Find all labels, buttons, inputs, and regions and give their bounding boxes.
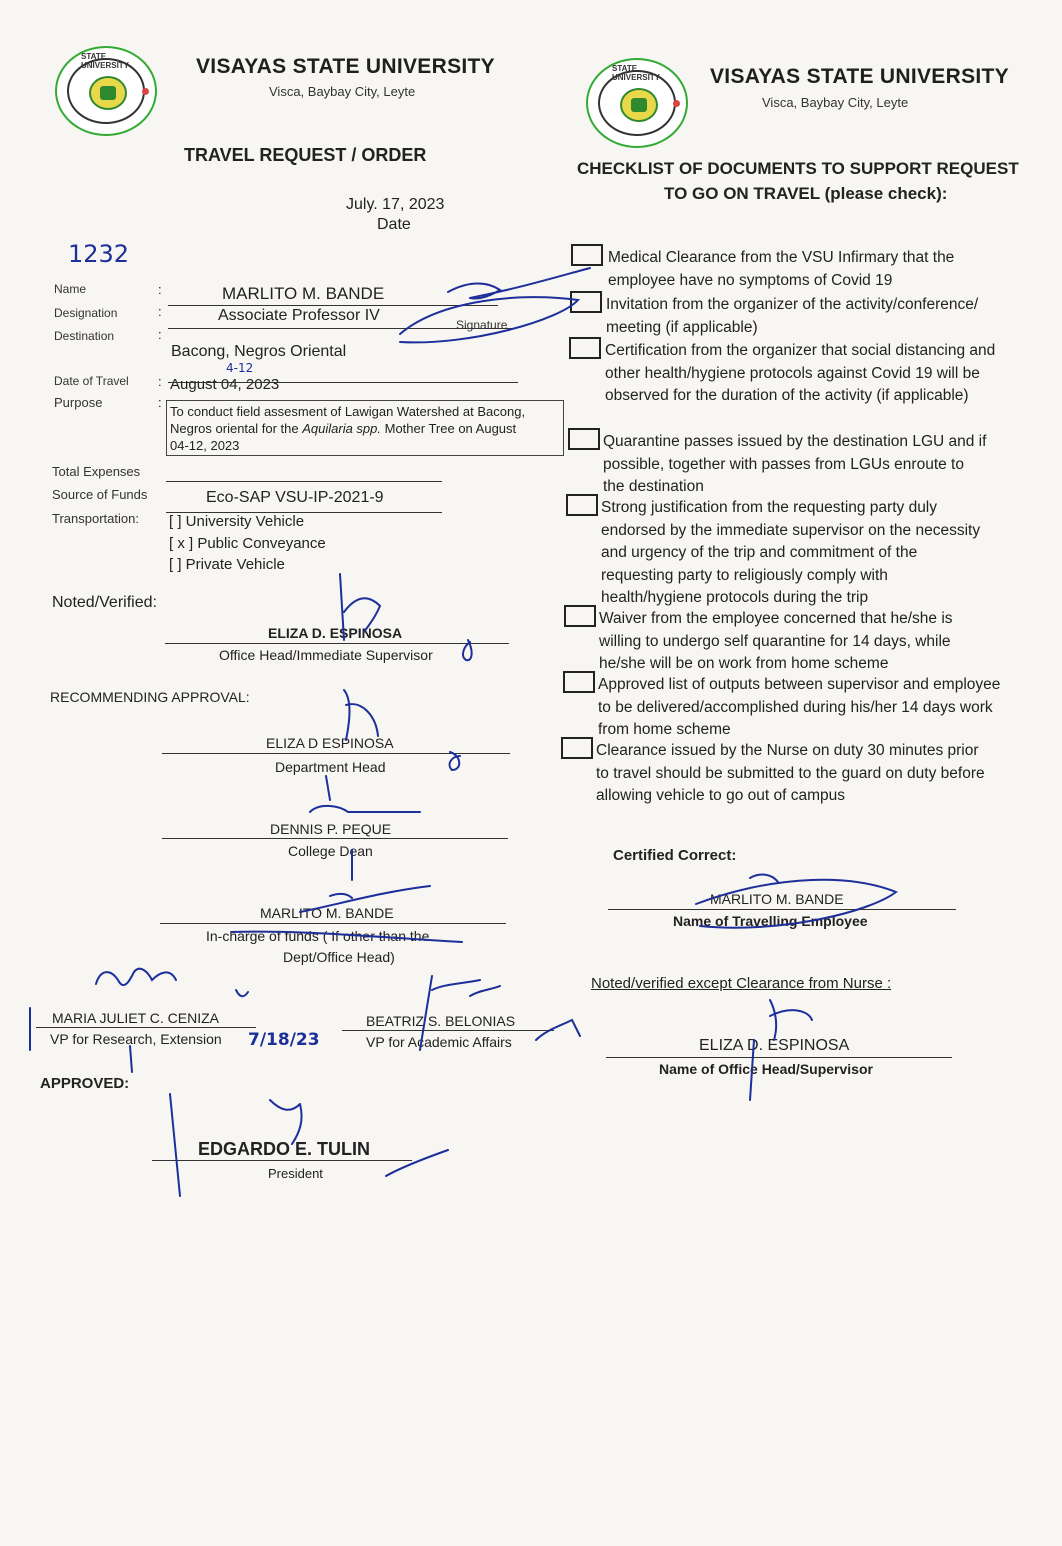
date-label: Date [377, 216, 411, 233]
noted-nurse-label: Noted/verified except Clearance from Nurse : [591, 975, 892, 992]
vp-research-signature [30, 969, 248, 1072]
noted-nurse-signature [750, 1000, 812, 1100]
seal-text: STATE UNIVERSITY [612, 64, 661, 82]
certified-name: MARLITO M. BANDE [710, 891, 844, 907]
checklist-item-approved-outputs: Approved list of outputs between supervisor and employee to be delivered/accomplished during his/her 14 days work from home scheme [598, 676, 1001, 738]
destination-value: Bacong, Negros Oriental [171, 343, 347, 360]
dean-role: College Dean [288, 843, 373, 859]
checklist-item-invitation: Invitation from the organizer of the activity/conference/ meeting (if applicable) [606, 296, 979, 336]
university-address-right: Visca, Baybay City, Leyte [762, 95, 909, 110]
certified-label: Certified Correct: [613, 847, 737, 864]
date-of-travel-label: Date of Travel [54, 374, 129, 388]
name-value: MARLITO M. BANDE [222, 284, 385, 303]
transportation-label: Transportation: [52, 511, 139, 526]
dept-head-name: ELIZA D ESPINOSA [266, 735, 394, 751]
recommending-label: RECOMMENDING APPROVAL: [50, 689, 250, 705]
seal-text: STATE UNIVERSITY [81, 52, 130, 70]
checklist-title-line1: CHECKLIST OF DOCUMENTS TO SUPPORT REQUEST [577, 159, 1019, 178]
president-role: President [268, 1166, 323, 1181]
form-title: TRAVEL REQUEST / ORDER [184, 145, 427, 165]
colon: : [158, 395, 162, 410]
certified-role: Name of Travelling Employee [673, 913, 868, 929]
destination-label: Destination [54, 329, 115, 343]
noted-nurse-role: Name of Office Head/Supervisor [659, 1061, 873, 1077]
checklist-title-line2: TO GO ON TRAVEL (please check): [664, 184, 948, 203]
transport-option-public: [ x ] Public Conveyance [169, 535, 326, 552]
name-label: Name [54, 282, 87, 296]
colon: : [158, 374, 162, 389]
vp-academic-role: VP for Academic Affairs [366, 1034, 512, 1050]
checklist-item-strong-justification: Strong justification from the requesting party duly endorsed by the immediate supervisor on the necessity and urgency of the trip and commitment of the requesting party to religiously comply with health/hygiene protocols during the trip [601, 499, 981, 606]
noted-name: ELIZA D. ESPINOSA [268, 625, 403, 641]
dept-head-signature [344, 690, 460, 770]
vp-academic-name: BEATRIZ S. BELONIAS [366, 1013, 516, 1029]
species-name: Aquilaria spp. [302, 421, 382, 436]
checklist-item-certification: Certification from the organizer that social distancing and other health/hygiene protocols against Covid 19 will be observed for the duration of the activity (if applicable) [605, 342, 996, 404]
colon: : [158, 304, 162, 319]
vp-academic-signature [420, 976, 580, 1050]
purpose-line1: To conduct field assesment of Lawigan Watershed at Bacong, [170, 404, 526, 419]
transport-option-university: [ ] University Vehicle [169, 513, 305, 530]
noted-role: Office Head/Immediate Supervisor [219, 647, 433, 663]
dean-name: DENNIS P. PEQUE [270, 821, 392, 837]
funds-incharge-name: MARLITO M. BANDE [260, 905, 394, 921]
date-value: July. 17, 2023 [346, 196, 445, 213]
transport-option-private: [ ] Private Vehicle [169, 556, 285, 573]
university-name-right: VISAYAS STATE UNIVERSITY [710, 65, 1009, 88]
purpose-line2-start: Negros oriental for the [170, 421, 303, 436]
vp-research-date: 7/18/23 [248, 1030, 320, 1050]
president-name: EDGARDO E. TULIN [198, 1139, 371, 1159]
handwritten-number: 1232 [68, 240, 130, 268]
source-of-funds-label: Source of Funds [52, 487, 148, 502]
signature-label: Signature [456, 318, 508, 332]
noted-signature [340, 574, 472, 660]
checklist-item-nurse-clearance: Clearance issued by the Nurse on duty 30 minutes prior to travel should be submitted to the guard on duty before allowing vehicle to go out of campus [596, 742, 985, 804]
university-name-left: VISAYAS STATE UNIVERSITY [196, 55, 495, 78]
designation-value: Associate Professor IV [218, 307, 380, 324]
purpose-line3: 04-12, 2023 [170, 438, 240, 453]
funds-signature [232, 886, 462, 942]
noted-label: Noted/Verified: [52, 594, 157, 611]
checklist-item-medical-clearance: Medical Clearance from the VSU Infirmary that the employee have no symptoms of Covid 19 [608, 249, 955, 289]
vp-research-name: MARIA JULIET C. CENIZA [52, 1010, 219, 1026]
date-of-travel-value: August 04, 2023 [170, 376, 280, 393]
noted-nurse-name: ELIZA D. ESPINOSA [699, 1037, 850, 1054]
vp-research-role: VP for Research, Extension [50, 1031, 222, 1047]
approved-label: APPROVED: [40, 1075, 130, 1092]
colon: : [158, 327, 162, 342]
purpose-line2-end: Mother Tree on August [381, 421, 517, 436]
colon: : [158, 282, 162, 297]
funds-incharge-role-line2: Dept/Office Head) [283, 949, 395, 965]
dean-signature [310, 776, 420, 880]
president-signature [170, 1094, 448, 1196]
funds-incharge-role-line1: In-charge of funds ( If other than the [206, 928, 430, 944]
certified-signature [696, 875, 896, 928]
dept-head-role: Department Head [275, 759, 386, 775]
university-address-left: Visca, Baybay City, Leyte [269, 84, 416, 99]
source-of-funds-value: Eco-SAP VSU-IP-2021-9 [206, 489, 384, 506]
designation-label: Designation [54, 306, 118, 320]
checklist-item-waiver: Waiver from the employee concerned that he/she is willing to undergo self quarantine for 14 days, while he/she will be on work from home scheme [599, 610, 953, 672]
purpose-label: Purpose [54, 395, 103, 410]
total-expenses-label: Total Expenses [52, 464, 141, 479]
date-of-travel-handwritten: 4-12 [226, 361, 254, 375]
applicant-signature [400, 268, 590, 342]
checklist-item-quarantine-passes: Quarantine passes issued by the destination LGU and if possible, together with passes from LGUs enroute to the destination [603, 433, 987, 495]
